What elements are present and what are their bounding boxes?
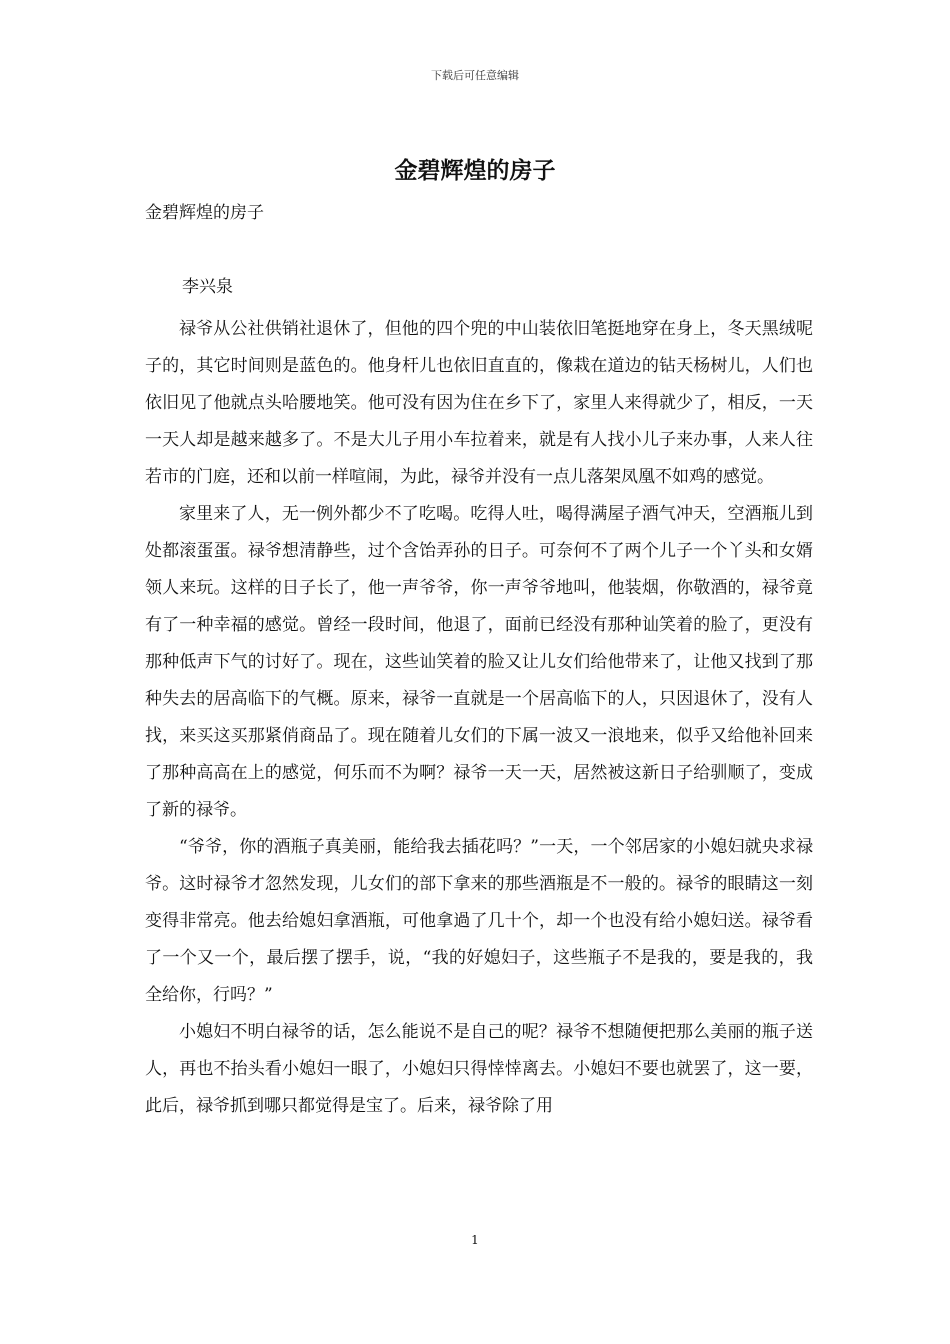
- page-header-note: 下载后可任意编辑: [431, 69, 519, 82]
- author-name: 李兴泉: [182, 277, 233, 297]
- document-subtitle: 金碧辉煌的房子: [145, 203, 264, 223]
- page-number: 1: [471, 1233, 479, 1247]
- paragraph: 家里来了人，无一例外都少不了吃喝。吃得人吐，喝得满屋子酒气冲天，空酒瓶儿到处都滚蛋蛋。禄爷想清静些，过个含饴弄孙的日子。可奈何不了两个儿子一个丫头和女婿领人来玩。这样的日子长了，他一声爷爷，你一声爷爷地叫，他装烟，你敬酒的，禄爷竟有了一种幸福的感觉。曾经一段时间，他退了，面前已经没有那种讪笑着的脸了，更没有那种低声下气的讨好了。现在，这些讪笑着的脸又让儿女们给他带来了，让他又找到了那种失去的居高临下的气概。原来，禄爷一直就是一个居高临下的人，只因退休了，没有人找，来买这买那紧俏商品了。现在随着儿女们的下属一波又一浪地来，似乎又给他补回来了那种高高在上的感觉，何乐而不为啊？禄爷一天一天，居然被这新日子给驯顺了，变成了新的禄爷。: [145, 504, 813, 820]
- article-body: [145, 311, 813, 1125]
- paragraph: “爷爷，你的酒瓶子真美丽，能给我去插花吗？”一天，一个邻居家的小媳妇就央求禄爷。这时禄爷才忽然发现，儿女们的部下拿来的那些酒瓶是不一般的。禄爷的眼睛这一刻变得非常亮。他去给媳妇拿酒瓶，可他拿過了几十个，却一个也没有给小媳妇送。禄爷看了一个又一个，最后摆了摆手，说，“我的好媳妇子，这些瓶子不是我的，要是我的，我全给你，行吗？”: [145, 837, 813, 1005]
- document-title: 金碧辉煌的房子: [394, 157, 556, 184]
- paragraph: 禄爷从公社供销社退休了，但他的四个兜的中山装依旧笔挺地穿在身上，冬天黑绒呢子的，其它时间则是蓝色的。他身杆儿也依旧直直的，像栽在道边的钻天杨树儿，人们也依旧见了他就点头哈腰地笑。他可没有因为住在乡下了，家里人来得就少了，相反，一天一天人却是越来越多了。不是大儿子用小车拉着来，就是有人找小儿子来办事，人来人往若市的门庭，还和以前一样喧闹，为此，禄爷并没有一点儿落架凤凰不如鸡的感觉。: [145, 319, 813, 487]
- paragraph: 小媳妇不明白禄爷的话，怎么能说不是自己的呢？禄爷不想随便把那么美丽的瓶子送人，再也不抬头看小媳妇一眼了，小媳妇只得悻悻离去。小媳妇不要也就罢了，这一要，此后，禄爷抓到哪只都觉得是宝了。后来，禄爷除了用: [145, 1022, 813, 1116]
